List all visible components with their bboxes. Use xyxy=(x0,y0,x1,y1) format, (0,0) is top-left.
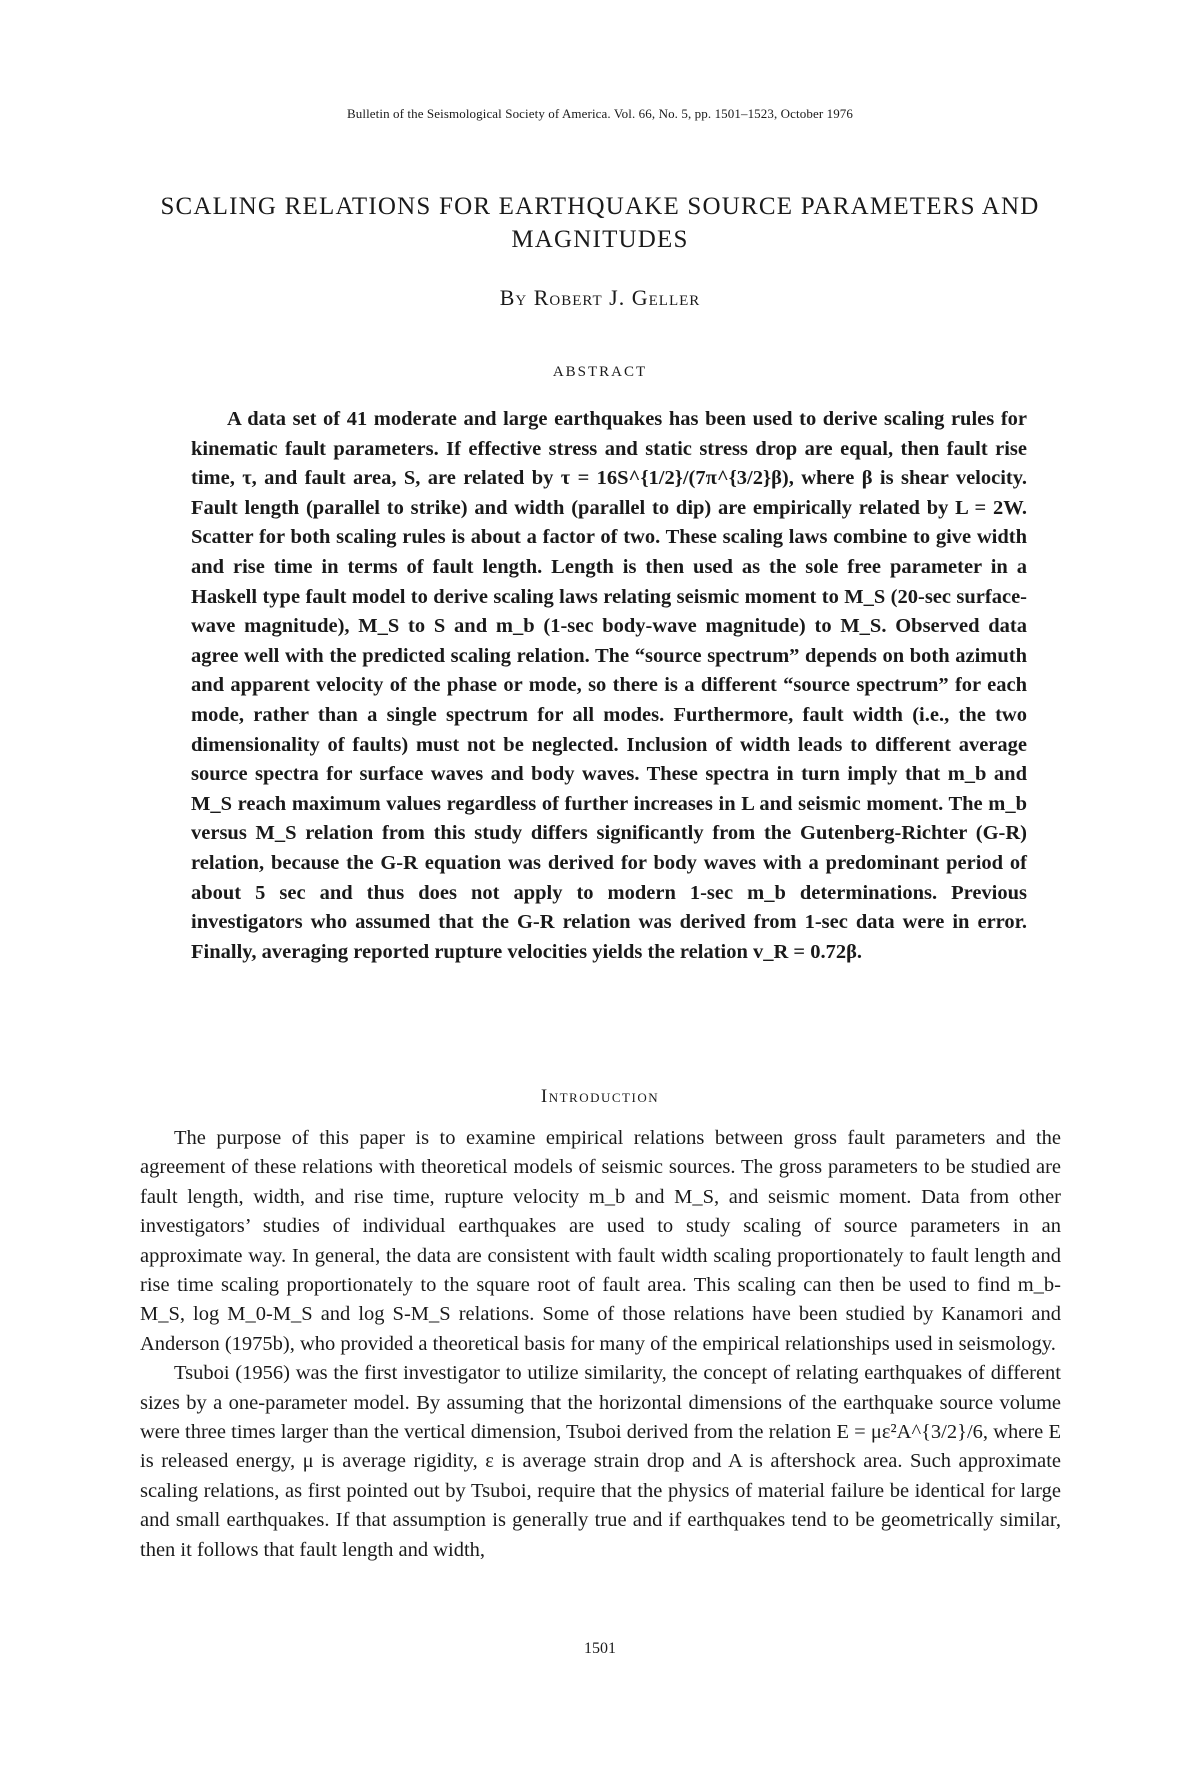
body-paragraph: The purpose of this paper is to examine empirical relations between gross fault parameters and the agreement of these relations with theoretical models of seismic sources. The gross parameters to be studied are fault length, width, and rise time, rupture velocity m_b and M_S, and seismic moment. Data from other investigators’ studies of individual earthquakes are used to study scaling of source parameters in an approximate way. In general, the data are consistent with fault width scaling proportionately to fault length and rise time scaling proportionately to the square root of fault area. This scaling can then be used to find m_b-M_S, log M_0-M_S and log S-M_S relations. Some of those relations have been studied by Kanamori and Anderson (1975b), who provided a theoretical basis for many of the empirical relationships used in seismology. xyxy=(140,1127,1061,1355)
abstract-block xyxy=(191,405,1027,967)
page-number: 1501 xyxy=(584,1640,616,1657)
abstract-heading: ABSTRACT xyxy=(552,364,648,380)
paper-title: SCALING RELATIONS FOR EARTHQUAKE SOURCE PARAMETERS AND MAGNITUDES xyxy=(160,193,1040,253)
author-line: By Robert J. Geller xyxy=(499,285,701,310)
running-head: Bulletin of the Seismological Society of America. Vol. 66, No. 5, pp. 1501–1523, October 1976 xyxy=(346,106,853,121)
section-heading-introduction: Introduction xyxy=(540,1086,660,1107)
introduction-body xyxy=(140,1124,1061,1565)
abstract-paragraph: A data set of 41 moderate and large earthquakes has been used to derive scaling rules for kinematic fault parameters. If effective stress and static stress drop are equal, then fault rise time, τ, and fault area, S, are related by τ = 16S^{1/2}/(7π^{3/2}β), where β is shear velocity. Fault length (parallel to strike) and width (parallel to dip) are empirically related by L = 2W. Scatter for both scaling rules is about a factor of two. These scaling laws combine to give width and rise time in terms of fault length. Length is then used as the sole free parameter in a Haskell type fault model to derive scaling laws relating seismic moment to M_S (20-sec surface-wave magnitude), M_S to S and m_b (1-sec body-wave magnitude) to M_S. Observed data agree well with the predicted scaling relation. The “source spectrum” depends on both azimuth and apparent velocity of the phase or mode, so there is a different “source spectrum” for each mode, rather than a single spectrum for all modes. Furthermore, fault width (i.e., the two dimensionality of faults) must not be neglected. Inclusion of width leads to different average source spectra for surface waves and body waves. These spectra in turn imply that m_b and M_S reach maximum values regardless of further increases in L and seismic moment. The m_b versus M_S relation from this study differs significantly from the Gutenberg-Richter (G-R) relation, because the G-R equation was derived for body waves with a predominant period of about 5 sec and thus does not apply to modern 1-sec m_b determinations. Previous investigators who assumed that the G-R relation was derived from 1-sec data were in error. Finally, averaging reported rupture velocities yields the relation v_R = 0.72β. xyxy=(191,408,1027,963)
body-paragraph: Tsuboi (1956) was the first investigator to utilize similarity, the concept of relating earthquakes of different sizes by a one-parameter model. By assuming that the horizontal dimensions of the earthquake source volume were three times larger than the vertical dimension, Tsuboi derived from the relation E = με²A^{3/2}/6, where E is released energy, μ is average rigidity, ε is average strain drop and A is aftershock area. Such approximate scaling relations, as first pointed out by Tsuboi, require that the physics of material failure be identical for large and small earthquakes. If that assumption is generally true and if earthquakes tend to be geometrically similar, then it follows that fault length and width, xyxy=(140,1362,1061,1561)
